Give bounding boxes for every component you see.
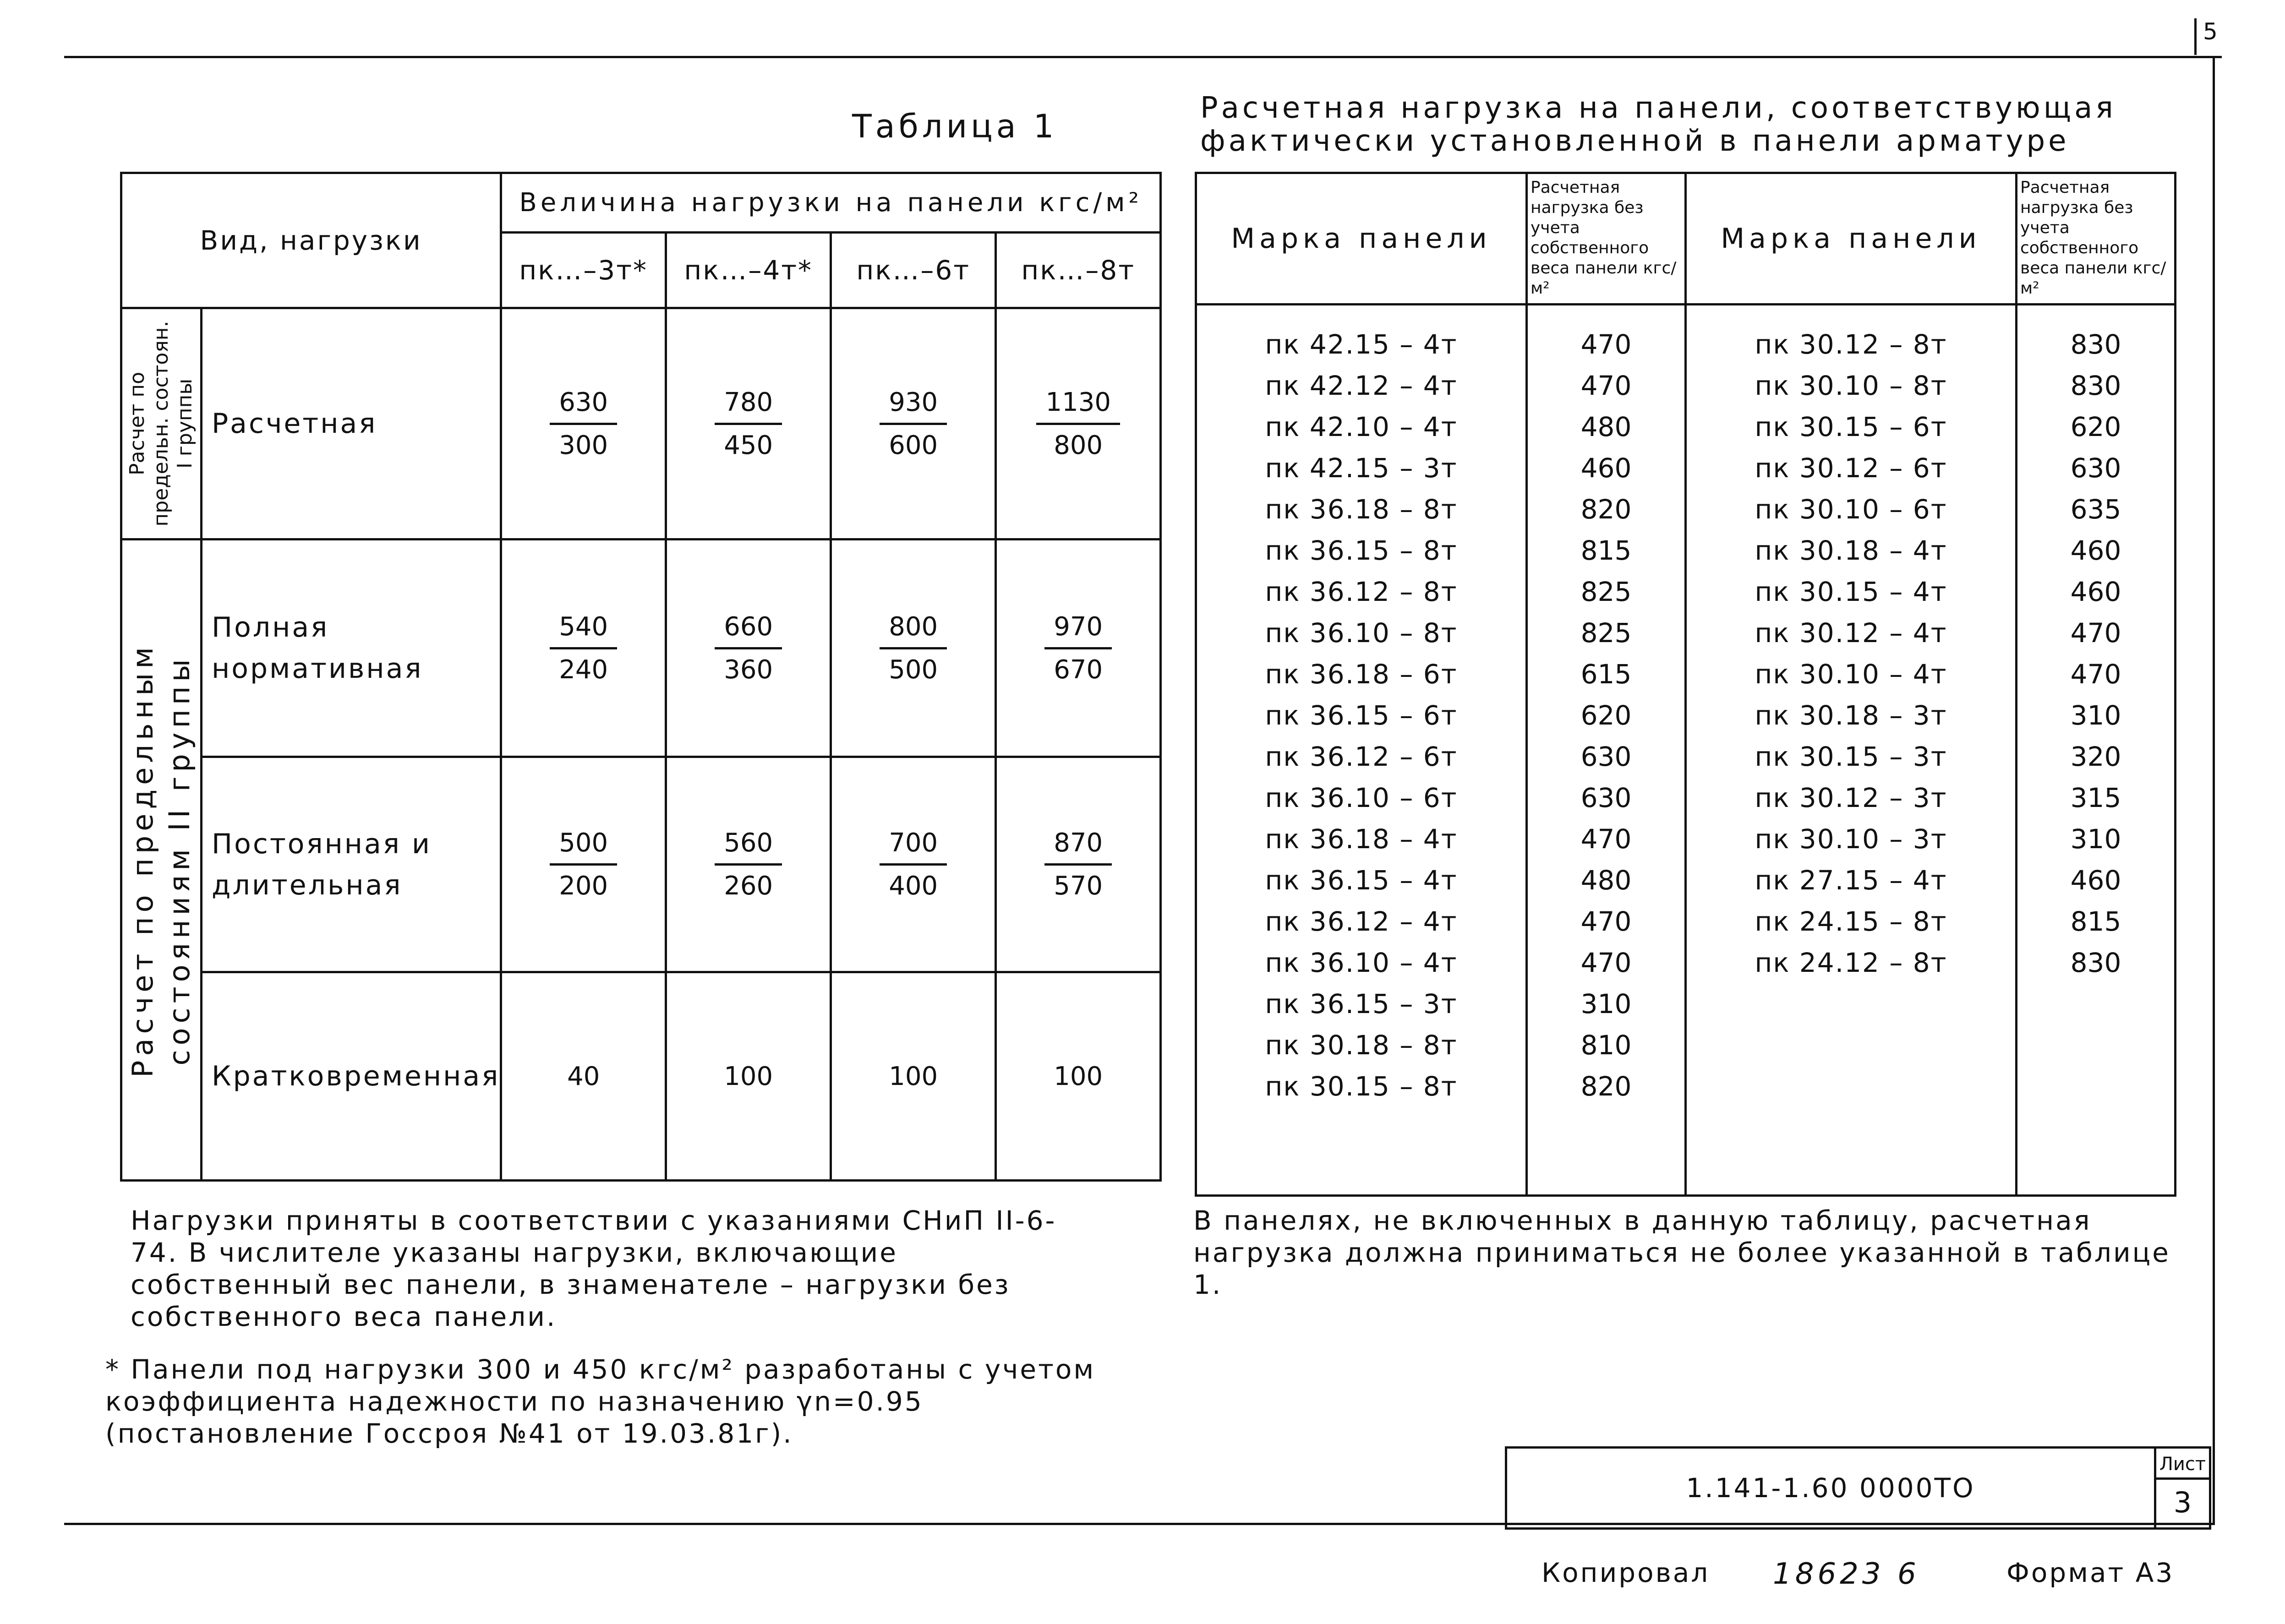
denominator: 360: [724, 654, 773, 685]
value-cell: 100: [666, 972, 831, 1181]
list-item: пк 30.18 – 4т: [1755, 535, 1947, 566]
list-item: пк 36.12 – 8т: [1265, 576, 1458, 607]
denominator: 500: [889, 654, 938, 685]
denominator: 300: [559, 430, 608, 460]
corner-mark: 5: [2194, 18, 2226, 55]
table2-title: [1200, 92, 2208, 158]
list-item: пк 36.15 – 6т: [1265, 700, 1458, 731]
col-header: пк…–3т*: [501, 233, 666, 308]
value-cell: [501, 308, 666, 540]
denominator: 240: [559, 654, 608, 685]
numerator: 540: [550, 612, 617, 649]
sheet-label: Лист: [2156, 1451, 2209, 1480]
value-cell: [666, 757, 831, 972]
sheet-cell: [2155, 1448, 2210, 1529]
kind-label: Постоянная и длительная: [202, 757, 501, 972]
note-other-panels: В панелях, не включенных в данную таблицу, расчетная нагрузка должна приниматься не более указанной в таблице 1.: [1193, 1205, 2170, 1300]
list-item: 615: [1580, 659, 1632, 690]
list-item: пк 30.12 – 3т: [1755, 782, 1947, 813]
col-header: пк…–6т: [831, 233, 996, 308]
value-cell: [501, 540, 666, 757]
table1-title: Таблица 1: [852, 108, 1058, 145]
list-item: 635: [2070, 494, 2121, 525]
value-cell: [831, 757, 996, 972]
list-item: 470: [1580, 947, 1632, 978]
denominator: 200: [559, 871, 608, 901]
denominator: 400: [889, 871, 938, 901]
list-item: пк 30.15 – 8т: [1265, 1071, 1458, 1102]
numerator: 970: [1044, 612, 1112, 649]
list-item: 620: [1580, 700, 1632, 731]
numerator: 780: [715, 387, 782, 425]
denominator: 800: [1054, 430, 1103, 460]
list-item: 470: [1580, 370, 1632, 401]
list-item: пк 30.10 – 3т: [1755, 823, 1947, 855]
list-item: 470: [2070, 617, 2121, 649]
list-item: 460: [2070, 576, 2121, 607]
left-marks-list: [1197, 324, 1525, 1107]
list-item: пк 30.12 – 6т: [1755, 452, 1947, 484]
numerator: 1130: [1036, 387, 1120, 425]
list-item: пк 27.15 – 4т: [1755, 865, 1947, 896]
list-item: 460: [2070, 535, 2121, 566]
list-item: 460: [1580, 452, 1632, 484]
list-item: пк 24.12 – 8т: [1755, 947, 1947, 978]
list-item: пк 36.18 – 4т: [1265, 823, 1458, 855]
list-item: пк 36.15 – 8т: [1265, 535, 1458, 566]
list-item: 830: [2070, 329, 2121, 360]
list-item: 825: [1580, 576, 1632, 607]
group1-label: Расчет по предельн. состоян. I группы: [126, 321, 197, 527]
list-item: 810: [1580, 1030, 1632, 1061]
list-item: 820: [1580, 494, 1632, 525]
list-item: 320: [2070, 741, 2121, 772]
mark-header-left: Марка панели: [1196, 173, 1527, 305]
list-item: пк 30.12 – 4т: [1755, 617, 1947, 649]
value-cell: [996, 308, 1161, 540]
kind-label: Полная нормативная: [202, 540, 501, 757]
col-header: пк…–4т*: [666, 233, 831, 308]
load-table: [120, 172, 1162, 1182]
group1-label-cell: [121, 308, 202, 540]
left-loads-cell: [1527, 305, 1686, 1196]
list-item: пк 36.12 – 4т: [1265, 906, 1458, 937]
left-marks-cell: [1196, 305, 1527, 1196]
right-loads-cell: [2017, 305, 2176, 1196]
list-item: 460: [2070, 865, 2121, 896]
list-item: 630: [1580, 741, 1632, 772]
note-footnote: * Панели под нагрузки 300 и 450 кгс/м² разработаны с учетом коэффициента надежности по назначению γn=0.95 (постановление Госсроя №41 от 19.03.81г).: [105, 1354, 1096, 1449]
list-item: 620: [2070, 411, 2121, 442]
list-item: пк 30.15 – 6т: [1755, 411, 1947, 442]
magnitude-header: Величина нагрузки на панели кгс/м²: [501, 173, 1161, 233]
right-marks-cell: [1686, 305, 2017, 1196]
list-item: пк 36.10 – 6т: [1265, 782, 1458, 813]
numerator: 560: [715, 828, 782, 866]
list-item: пк 42.15 – 3т: [1265, 452, 1458, 484]
numerator: 630: [550, 387, 617, 425]
numerator: 700: [880, 828, 947, 866]
list-item: 815: [1580, 535, 1632, 566]
copy-number: 18623 6: [1773, 1557, 1920, 1591]
left-loads-list: [1528, 324, 1684, 1107]
list-item: пк 30.18 – 3т: [1755, 700, 1947, 731]
numerator: 800: [880, 612, 947, 649]
denominator: 570: [1054, 871, 1103, 901]
format-label: Формат А3: [2006, 1557, 2175, 1588]
list-item: 470: [1580, 906, 1632, 937]
copied-label: Копировал: [1542, 1557, 1710, 1588]
sheet-number: 3: [2173, 1485, 2192, 1519]
value-cell: [996, 757, 1161, 972]
value-cell: [501, 757, 666, 972]
group2-label: Расчет по предельным состояниям II группы: [126, 642, 196, 1078]
list-item: пк 24.15 – 8т: [1755, 906, 1947, 937]
list-item: пк 30.10 – 6т: [1755, 494, 1947, 525]
value-cell: [996, 540, 1161, 757]
list-item: пк 30.10 – 8т: [1755, 370, 1947, 401]
list-item: 315: [2070, 782, 2121, 813]
value-cell: 40: [501, 972, 666, 1181]
right-loads-list: [2018, 324, 2174, 983]
denominator: 260: [724, 871, 773, 901]
value-cell: 100: [996, 972, 1161, 1181]
numerator: 870: [1044, 828, 1112, 866]
list-item: 630: [2070, 452, 2121, 484]
value-cell: [831, 540, 996, 757]
list-item: пк 36.18 – 6т: [1265, 659, 1458, 690]
list-item: пк 42.15 – 4т: [1265, 329, 1458, 360]
kind-header: Вид, нагрузки: [121, 173, 501, 308]
frame-top-line: [64, 56, 2222, 58]
load-header-left: Расчетная нагрузка без учета собственного веса панели кгс/м²: [1527, 173, 1686, 305]
denominator: 600: [889, 430, 938, 460]
list-item: пк 42.12 – 4т: [1265, 370, 1458, 401]
list-item: 310: [1580, 988, 1632, 1019]
list-item: 480: [1580, 411, 1632, 442]
value-cell: [831, 308, 996, 540]
table2-title-line1: Расчетная нагрузка на панели, соответствующая: [1200, 91, 2116, 125]
numerator: 500: [550, 828, 617, 866]
list-item: 470: [1580, 329, 1632, 360]
denominator: 450: [724, 430, 773, 460]
list-item: 820: [1580, 1071, 1632, 1102]
list-item: пк 36.15 – 4т: [1265, 865, 1458, 896]
list-item: пк 36.18 – 8т: [1265, 494, 1458, 525]
title-block: [1505, 1446, 2211, 1530]
load-header-right: Расчетная нагрузка без учета собственного веса панели кгс/м²: [2017, 173, 2176, 305]
denominator: 670: [1054, 654, 1103, 685]
mark-header-right: Марка панели: [1686, 173, 2017, 305]
kind-label: Расчетная: [202, 308, 501, 540]
list-item: 470: [1580, 823, 1632, 855]
list-item: пк 36.10 – 4т: [1265, 947, 1458, 978]
list-item: 825: [1580, 617, 1632, 649]
value-cell: 100: [831, 972, 996, 1181]
list-item: 310: [2070, 700, 2121, 731]
list-item: пк 36.12 – 6т: [1265, 741, 1458, 772]
col-header: пк…–8т: [996, 233, 1161, 308]
frame-right-line: [2213, 56, 2215, 1524]
list-item: 470: [2070, 659, 2121, 690]
kind-label: Кратковременная: [202, 972, 501, 1181]
list-item: пк 36.15 – 3т: [1265, 988, 1458, 1019]
list-item: пк 30.18 – 8т: [1265, 1030, 1458, 1061]
list-item: 480: [1580, 865, 1632, 896]
numerator: 930: [880, 387, 947, 425]
numerator: 660: [715, 612, 782, 649]
list-item: пк 30.15 – 3т: [1755, 741, 1947, 772]
list-item: 815: [2070, 906, 2121, 937]
list-item: 310: [2070, 823, 2121, 855]
list-item: 830: [2070, 947, 2121, 978]
table2-title-line2: фактически установленной в панели арматуре: [1200, 124, 2070, 158]
group2-label-cell: [121, 540, 202, 1181]
right-marks-list: [1687, 324, 2015, 983]
value-cell: [666, 540, 831, 757]
list-item: пк 42.10 – 4т: [1265, 411, 1458, 442]
list-item: 630: [1580, 782, 1632, 813]
document-code: 1.141-1.60 0000ТО: [1506, 1448, 2155, 1529]
note-loads: Нагрузки приняты в соответствии с указаниями СНиП II-6-74. В числителе указаны нагрузки, включающие собственный вес панели, в знаменателе – нагрузки без собственного веса панели.: [131, 1205, 1057, 1332]
list-item: пк 30.15 – 4т: [1755, 576, 1947, 607]
list-item: пк 30.10 – 4т: [1755, 659, 1947, 690]
value-cell: [666, 308, 831, 540]
list-item: 830: [2070, 370, 2121, 401]
list-item: пк 30.12 – 8т: [1755, 329, 1947, 360]
panel-load-table: [1195, 172, 2176, 1197]
list-item: пк 36.10 – 8т: [1265, 617, 1458, 649]
